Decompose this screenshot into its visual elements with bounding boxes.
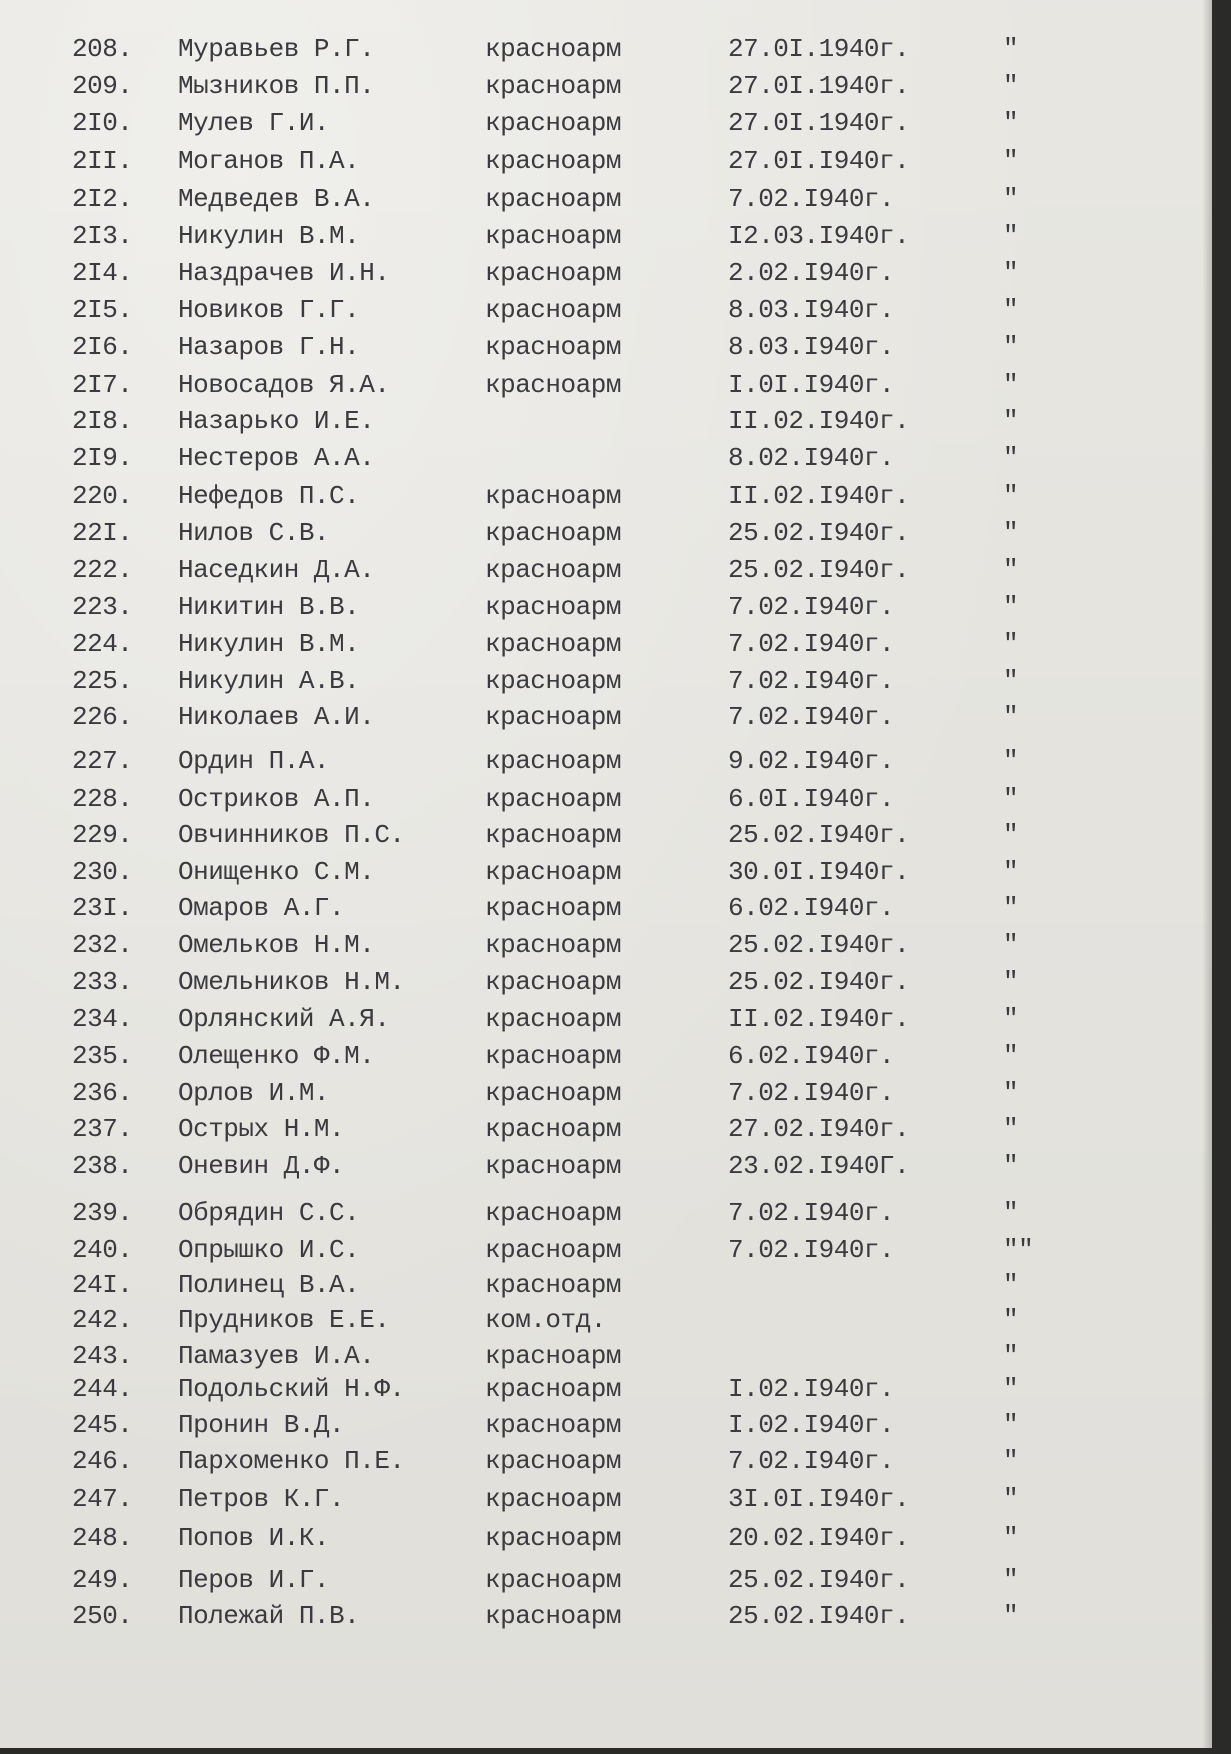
- ditto-mark: ": [1003, 1270, 1019, 1300]
- entry-number: 2II.: [72, 146, 133, 176]
- list-row: [0, 144, 1212, 178]
- date: 25.02.I940г.: [728, 555, 910, 585]
- rank: красноарм: [485, 295, 621, 325]
- person-name: Нилов С.В.: [178, 518, 330, 548]
- date: 27.0I.1940г.: [728, 108, 910, 138]
- list-row: [0, 1196, 1212, 1230]
- person-name: Омаров А.Г.: [178, 893, 345, 923]
- date: I.0I.I940г.: [728, 370, 895, 400]
- entry-number: 226.: [72, 702, 133, 732]
- person-name: Перов И.Г.: [178, 1565, 330, 1595]
- ditto-mark: ": [1003, 1410, 1019, 1440]
- rank: красноарм: [485, 1374, 621, 1404]
- list-row: [0, 256, 1212, 290]
- list-row: [0, 1076, 1212, 1110]
- ditto-mark: ": [1003, 1041, 1019, 1071]
- date: 25.02.I940г.: [728, 1601, 910, 1631]
- date: 27.02.I940г.: [728, 1114, 910, 1144]
- ditto-mark: ": [1003, 1374, 1019, 1404]
- list-row: [0, 965, 1212, 999]
- rank: красноарм: [485, 592, 621, 622]
- person-name: Никулин А.В.: [178, 666, 360, 696]
- ditto-mark: ": [1003, 1114, 1019, 1144]
- rank: красноарм: [485, 1151, 621, 1181]
- entry-number: 243.: [72, 1341, 133, 1371]
- date: 23.02.I940Г.: [728, 1151, 910, 1181]
- person-name: Онищенко С.М.: [178, 857, 375, 887]
- entry-number: 233.: [72, 967, 133, 997]
- person-name: Памазуев И.А.: [178, 1341, 375, 1371]
- person-name: Омельков Н.М.: [178, 930, 375, 960]
- ditto-mark: ": [1003, 1565, 1019, 1595]
- entry-number: 22I.: [72, 518, 133, 548]
- person-name: Наседкин Д.А.: [178, 555, 375, 585]
- list-row: [0, 1339, 1212, 1373]
- ditto-mark: ": [1003, 1151, 1019, 1181]
- date: II.02.I940г.: [728, 1004, 910, 1034]
- rank: красноарм: [485, 702, 621, 732]
- list-row: [0, 106, 1212, 140]
- ditto-mark: ": [1003, 746, 1019, 776]
- person-name: Мулев Г.И.: [178, 108, 330, 138]
- rank: красноарм: [485, 857, 621, 887]
- list-row: [0, 1408, 1212, 1442]
- list-row: [0, 293, 1212, 327]
- entry-number: 237.: [72, 1114, 133, 1144]
- list-row: [0, 1521, 1212, 1555]
- list-row: [0, 441, 1212, 475]
- person-name: Новиков Г.Г.: [178, 295, 360, 325]
- entry-number: 2I0.: [72, 108, 133, 138]
- person-name: Опрышко И.С.: [178, 1235, 360, 1265]
- ditto-mark: ": [1003, 592, 1019, 622]
- rank: красноарм: [485, 1041, 621, 1071]
- entry-number: 227.: [72, 746, 133, 776]
- entry-number: 239.: [72, 1198, 133, 1228]
- date: 2.02.I940г.: [728, 258, 895, 288]
- date: 7.02.I940г.: [728, 1198, 895, 1228]
- person-name: Острых Н.М.: [178, 1114, 345, 1144]
- rank: красноарм: [485, 146, 621, 176]
- ditto-mark: ": [1003, 1078, 1019, 1108]
- rank: красноарм: [485, 1484, 621, 1514]
- ditto-mark: ": [1003, 1446, 1019, 1476]
- list-row: [0, 700, 1212, 734]
- rank: красноарм: [485, 71, 621, 101]
- person-name: Нефедов П.С.: [178, 481, 360, 511]
- rank: красноарм: [485, 1601, 621, 1631]
- entry-number: 225.: [72, 666, 133, 696]
- ditto-mark: ": [1003, 857, 1019, 887]
- list-row: [0, 855, 1212, 889]
- list-row: [0, 744, 1212, 778]
- ditto-mark: ": [1003, 1305, 1019, 1335]
- date: 7.02.I940г.: [728, 592, 895, 622]
- ditto-mark: ": [1003, 555, 1019, 585]
- rank: красноарм: [485, 967, 621, 997]
- rank: красноарм: [485, 820, 621, 850]
- person-name: Николаев А.И.: [178, 702, 375, 732]
- rank: красноарм: [485, 893, 621, 923]
- rank: красноарм: [485, 746, 621, 776]
- page-edge-shadow: [1202, 0, 1212, 1748]
- ditto-mark: ": [1003, 702, 1019, 732]
- entry-number: 230.: [72, 857, 133, 887]
- ditto-mark: ": [1003, 666, 1019, 696]
- date: 25.02.I940г.: [728, 1565, 910, 1595]
- list-row: [0, 1444, 1212, 1478]
- rank: красноарм: [485, 629, 621, 659]
- person-name: Назарько И.Е.: [178, 406, 375, 436]
- ditto-mark: ": [1003, 295, 1019, 325]
- person-name: Муравьев Р.Г.: [178, 34, 375, 64]
- person-name: Никитин В.В.: [178, 592, 360, 622]
- entry-number: 240.: [72, 1235, 133, 1265]
- entry-number: 2I4.: [72, 258, 133, 288]
- person-name: Остриков А.П.: [178, 784, 375, 814]
- ditto-mark: ": [1003, 332, 1019, 362]
- person-name: Пархоменко П.Е.: [178, 1446, 405, 1476]
- ditto-mark: ": [1003, 406, 1019, 436]
- list-row: [0, 664, 1212, 698]
- date: 25.02.I940г.: [728, 518, 910, 548]
- date: 6.02.I940г.: [728, 1041, 895, 1071]
- date: 8.03.I940г.: [728, 295, 895, 325]
- list-row: [0, 1233, 1212, 1267]
- person-name: Нестеров А.А.: [178, 443, 375, 473]
- rank: красноарм: [485, 666, 621, 696]
- entry-number: 2I2.: [72, 184, 133, 214]
- list-row: [0, 219, 1212, 253]
- list-row: [0, 590, 1212, 624]
- list-row: [0, 1372, 1212, 1406]
- list-row: [0, 891, 1212, 925]
- ditto-mark: ": [1003, 1004, 1019, 1034]
- entry-number: 244.: [72, 1374, 133, 1404]
- list-row: [0, 1149, 1212, 1183]
- rank: красноарм: [485, 1410, 621, 1440]
- entry-number: 222.: [72, 555, 133, 585]
- entry-number: 2I7.: [72, 370, 133, 400]
- date: II.02.I940г.: [728, 406, 910, 436]
- list-row: [0, 928, 1212, 962]
- entry-number: 2I8.: [72, 406, 133, 436]
- rank: ком.отд.: [485, 1305, 606, 1335]
- date: 7.02.I940г.: [728, 629, 895, 659]
- ditto-mark: ": [1003, 893, 1019, 923]
- person-name: Назаров Г.Н.: [178, 332, 360, 362]
- date: 7.02.I940г.: [728, 184, 895, 214]
- person-name: Пронин В.Д.: [178, 1410, 345, 1440]
- person-name: Обрядин С.С.: [178, 1198, 360, 1228]
- rank: красноарм: [485, 1270, 621, 1300]
- ditto-mark: ": [1003, 370, 1019, 400]
- ditto-mark: ": [1003, 184, 1019, 214]
- list-row: [0, 627, 1212, 661]
- person-name: Оневин Д.Ф.: [178, 1151, 345, 1181]
- person-name: Петров К.Г.: [178, 1484, 345, 1514]
- entry-number: 247.: [72, 1484, 133, 1514]
- person-name: Полежай П.В.: [178, 1601, 360, 1631]
- ditto-mark: ": [1003, 518, 1019, 548]
- rank: красноарм: [485, 332, 621, 362]
- date: II.02.I940г.: [728, 481, 910, 511]
- list-row: [0, 1002, 1212, 1036]
- ditto-mark: ": [1003, 34, 1019, 64]
- person-name: Наздрачев И.Н.: [178, 258, 390, 288]
- entry-number: 250.: [72, 1601, 133, 1631]
- ditto-mark: ": [1003, 71, 1019, 101]
- person-name: Никулин В.М.: [178, 629, 360, 659]
- ditto-mark: ": [1003, 1523, 1019, 1553]
- ditto-mark: ": [1003, 443, 1019, 473]
- rank: красноарм: [485, 930, 621, 960]
- person-name: Прудников Е.Е.: [178, 1305, 390, 1335]
- list-row: [0, 1482, 1212, 1516]
- rank: красноарм: [485, 184, 621, 214]
- list-row: [0, 1303, 1212, 1337]
- list-row: [0, 330, 1212, 364]
- rank: красноарм: [485, 1565, 621, 1595]
- rank: красноарм: [485, 1235, 621, 1265]
- rank: красноарм: [485, 1078, 621, 1108]
- ditto-mark: ": [1003, 784, 1019, 814]
- entry-number: 249.: [72, 1565, 133, 1595]
- ditto-mark: ": [1003, 967, 1019, 997]
- list-row: [0, 1268, 1212, 1302]
- date: 27.0I.1940г.: [728, 71, 910, 101]
- entry-number: 245.: [72, 1410, 133, 1440]
- date: 27.0I.I940г.: [728, 146, 910, 176]
- date: 3I.0I.I940г.: [728, 1484, 910, 1514]
- list-row: [0, 479, 1212, 513]
- date: 30.0I.I940г.: [728, 857, 910, 887]
- person-name: Никулин В.М.: [178, 221, 360, 251]
- entry-number: 248.: [72, 1523, 133, 1553]
- ditto-mark: ": [1003, 1484, 1019, 1514]
- rank: красноарм: [485, 555, 621, 585]
- person-name: Орлянский А.Я.: [178, 1004, 390, 1034]
- entry-number: 224.: [72, 629, 133, 659]
- entry-number: 234.: [72, 1004, 133, 1034]
- entry-number: 223.: [72, 592, 133, 622]
- date: I2.03.I940г.: [728, 221, 910, 251]
- date: 25.02.I940г.: [728, 967, 910, 997]
- ditto-mark: ": [1003, 221, 1019, 251]
- list-row: [0, 368, 1212, 402]
- entry-number: 2I5.: [72, 295, 133, 325]
- ditto-mark: "": [1003, 1235, 1034, 1265]
- date: I.02.I940г.: [728, 1374, 895, 1404]
- ditto-mark: ": [1003, 258, 1019, 288]
- person-name: Попов И.К.: [178, 1523, 330, 1553]
- rank: красноарм: [485, 784, 621, 814]
- ditto-mark: ": [1003, 1341, 1019, 1371]
- person-name: Новосадов Я.А.: [178, 370, 390, 400]
- entry-number: 2I6.: [72, 332, 133, 362]
- entry-number: 2I9.: [72, 443, 133, 473]
- entry-number: 242.: [72, 1305, 133, 1335]
- date: 27.0I.1940г.: [728, 34, 910, 64]
- list-row: [0, 1039, 1212, 1073]
- date: 6.02.I940г.: [728, 893, 895, 923]
- entry-number: 246.: [72, 1446, 133, 1476]
- ditto-mark: ": [1003, 820, 1019, 850]
- entry-number: 238.: [72, 1151, 133, 1181]
- person-name: Моганов П.А.: [178, 146, 360, 176]
- ditto-mark: ": [1003, 629, 1019, 659]
- rank: красноарм: [485, 221, 621, 251]
- list-row: [0, 1563, 1212, 1597]
- person-name: Олещенко Ф.М.: [178, 1041, 375, 1071]
- list-row: [0, 1599, 1212, 1633]
- entry-number: 24I.: [72, 1270, 133, 1300]
- entry-number: 2I3.: [72, 221, 133, 251]
- rank: красноарм: [485, 34, 621, 64]
- date: 8.03.I940г.: [728, 332, 895, 362]
- person-name: Полинец В.А.: [178, 1270, 360, 1300]
- date: 7.02.I940г.: [728, 1446, 895, 1476]
- date: 25.02.I940г.: [728, 820, 910, 850]
- list-row: [0, 516, 1212, 550]
- person-name: Орлов И.М.: [178, 1078, 330, 1108]
- ditto-mark: ": [1003, 481, 1019, 511]
- list-row: [0, 1112, 1212, 1146]
- ditto-mark: ": [1003, 146, 1019, 176]
- date: 9.02.I940г.: [728, 746, 895, 776]
- entry-number: 236.: [72, 1078, 133, 1108]
- rank: красноарм: [485, 1114, 621, 1144]
- rank: красноарм: [485, 1341, 621, 1371]
- date: 6.0I.I940г.: [728, 784, 895, 814]
- rank: красноарм: [485, 258, 621, 288]
- entry-number: 209.: [72, 71, 133, 101]
- person-name: Мызников П.П.: [178, 71, 375, 101]
- list-row: [0, 69, 1212, 103]
- person-name: Подольский Н.Ф.: [178, 1374, 405, 1404]
- ditto-mark: ": [1003, 108, 1019, 138]
- person-name: Овчинников П.С.: [178, 820, 405, 850]
- date: 25.02.I940г.: [728, 930, 910, 960]
- rank: красноарм: [485, 370, 621, 400]
- list-row: [0, 32, 1212, 66]
- entry-number: 229.: [72, 820, 133, 850]
- rank: красноарм: [485, 1198, 621, 1228]
- person-name: Омельников Н.М.: [178, 967, 405, 997]
- date: 8.02.I940г.: [728, 443, 895, 473]
- list-row: [0, 404, 1212, 438]
- ditto-mark: ": [1003, 1601, 1019, 1631]
- entry-number: 23I.: [72, 893, 133, 923]
- person-name: Ордин П.А.: [178, 746, 330, 776]
- rank: красноарм: [485, 481, 621, 511]
- date: 7.02.I940г.: [728, 702, 895, 732]
- person-name: Медведев В.А.: [178, 184, 375, 214]
- list-row: [0, 553, 1212, 587]
- entry-number: 208.: [72, 34, 133, 64]
- list-row: [0, 782, 1212, 816]
- entry-number: 228.: [72, 784, 133, 814]
- entry-number: 235.: [72, 1041, 133, 1071]
- rank: красноарм: [485, 1446, 621, 1476]
- date: 7.02.I940г.: [728, 666, 895, 696]
- rank: красноарм: [485, 1523, 621, 1553]
- rank: красноарм: [485, 518, 621, 548]
- list-row: [0, 818, 1212, 852]
- date: 7.02.I940г.: [728, 1078, 895, 1108]
- date: 20.02.I940г.: [728, 1523, 910, 1553]
- date: I.02.I940г.: [728, 1410, 895, 1440]
- entry-number: 220.: [72, 481, 133, 511]
- ditto-mark: ": [1003, 930, 1019, 960]
- ditto-mark: ": [1003, 1198, 1019, 1228]
- date: 7.02.I940г.: [728, 1235, 895, 1265]
- rank: красноарм: [485, 108, 621, 138]
- entry-number: 232.: [72, 930, 133, 960]
- list-row: [0, 182, 1212, 216]
- rank: красноарм: [485, 1004, 621, 1034]
